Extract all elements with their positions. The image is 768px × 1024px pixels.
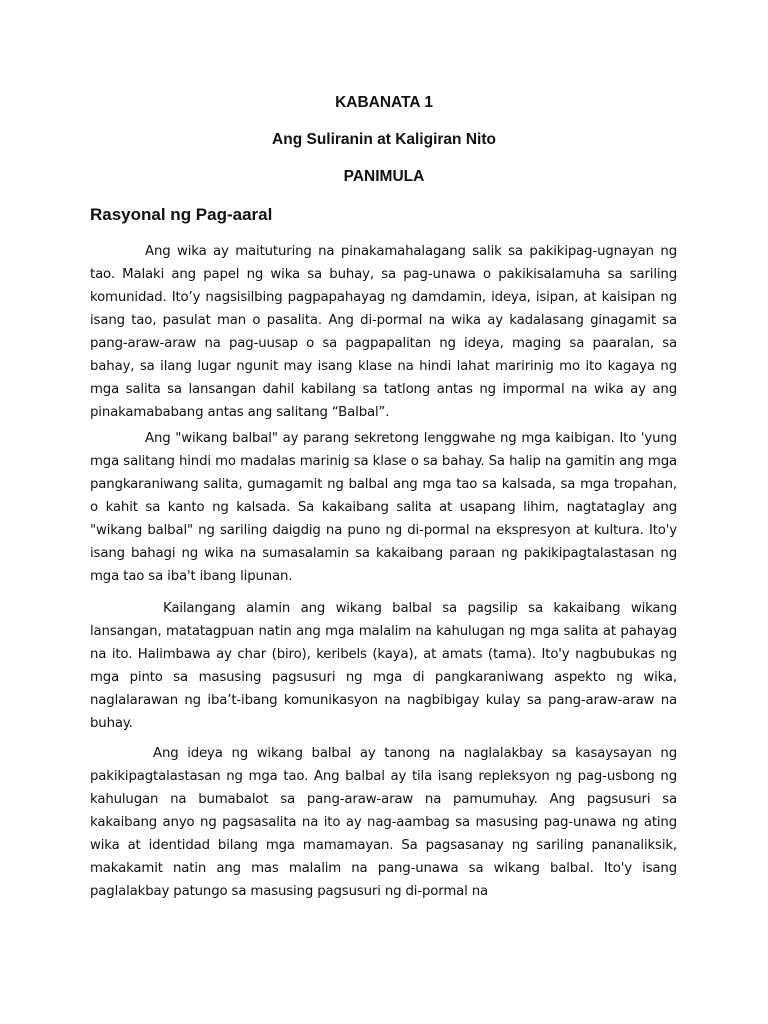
paragraph-4: Ang ideya ng wikang balbal ay tanong na naglalakbay sa kasaysayan ng pakikipagtalastasan ng mga tao. Ang balbal ay tila isang repleksyon ng pag-usbong ng kahulugan na bumabalot sa pang-araw-araw na pamumuhay. Ang pagsusuri sa kakaibang anyo ng pagsasalita na ito ay nag-aambag sa masusing pag-unawa ng ating wika at identidad bilang mga mamamayan. Sa pagsasanay ng sariling pananaliksik, makakamit natin ang mas malalim na pang-unawa sa wikang balbal. Ito'y isang paglalakbay patungo sa masusing pagsusuri ng di-pormal na [90, 746, 677, 899]
section-heading: Rasyonal ng Pag-aaral [90, 205, 273, 224]
chapter-heading: KABANATA 1 [335, 94, 433, 111]
paragraph-1: Ang wika ay maituturing na pinakamahalagang salik sa pakikipag-ugnayan ng tao. Malaki ang papel ng wika sa buhay, sa pag-unawa o pakikisalamuha sa sariling komunidad. Ito’y nagsisilbing pagpapahayag ng damdamin, ideya, isipan, at kaisipan ng isang tao, pasulat man o pasalita. Ang di-pormal na wika ay kadalasang ginagamit sa pang-araw-araw na pag-uusap o sa pagpapalitan ng ideya, maging sa paaralan, sa bahay, sa ilang lugar ngunit may isang klase na hindi lahat maririnig mo ito kagaya ng mga salita sa lansangan dahil kabilang sa tatlong antas ng impormal na wika ay ang pinakamababang antas ang salitang “Balbal”. [90, 244, 677, 420]
paragraph-2: Ang "wikang balbal" ay parang sekretong lenggwahe ng mga kaibigan. Ito 'yung mga salitang hindi mo madalas marinig sa klase o sa bahay. Sa halip na gamitin ang mga pangkaraniwang salita, gumagamit ng balbal ang mga tao sa kalsada, sa mga tropahan, o kahit sa kanto ng kalsada. Sa kakaibang salita at usapang lihim, nagtataglay ang "wikang balbal" ng sariling daigdig na puno ng di-pormal na ekspresyon at kultura. Ito'y isang bahagi ng wika na sumasalamin sa kakaibang paraan ng pakikipagtalastasan ng mga tao sa iba't ibang lipunan. [90, 431, 677, 584]
chapter-title: Ang Suliranin at Kaligiran Nito [272, 131, 496, 148]
paragraph-3: Kailangang alamin ang wikang balbal sa pagsilip sa kakaibang wikang lansangan, matatagpuan natin ang mga malalim na kahulugan ng mga salita at pahayag na ito. Halimbawa ay char (biro), keribels (kaya), at amats (tama). Ito'y nagbubukas ng mga pinto sa masusing pagsusuri ng mga di pangkaraniwang aspekto ng wika, naglalarawan ng iba’t-ibang komunikasyon na nagbibigay kulay sa pang-araw-araw na buhay. [90, 601, 677, 731]
intro-heading: PANIMULA [343, 168, 425, 185]
